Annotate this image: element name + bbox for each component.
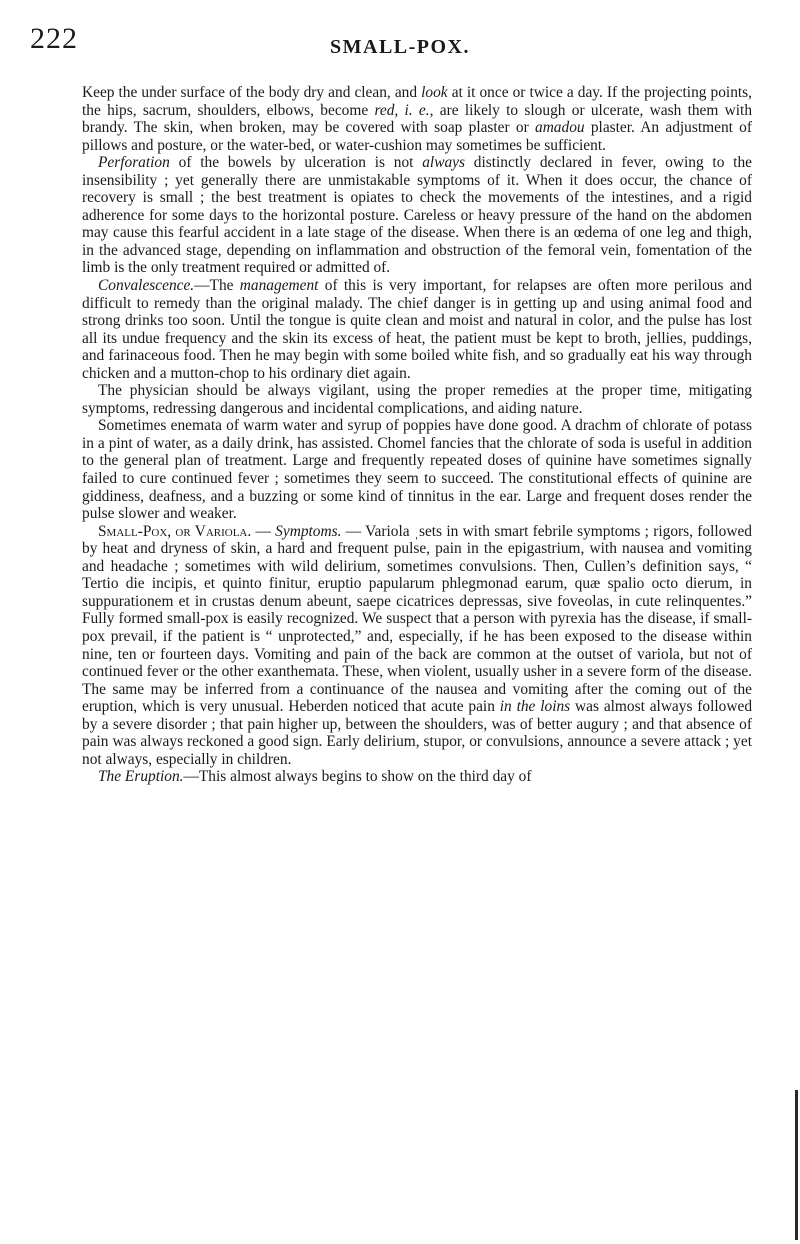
text-run: — Variola ˌsets in with smart febrile symptoms ; rigors, followed by heat and dryness of skin, a hard and frequent pulse, pain in the epigastrium, with nausea and vomiting and headache ; sometimes with wild delirium, sometimes convulsions. Then, Cullen’s definition says, “ Tertio die incipis, et quinto finitur, eruptio papularum phlegmonad earum, quæ spalio octo dierum, in suppurationem et in crustas denum abeunt, saepe cicatrices depressas, sive foveolas, in cute relinquentes.” Fully formed small-pox is easily recognized. We suspect that a person with pyrexia has the disease, if small-pox prevail, if the patient is “ unprotected,” and, especially, if he has been exposed to the disease within nine, ten or fourteen days. Vomiting and pain of the back are common at the outset of variola, but not of continued fever or the other exanthemata. These, when violent, usually usher in a severe form of the disease. The same may be inferred from a continuance of the nausea and vomiting after the coming out of the eruption, which is very unusual. Heberden noticed that acute pain xyxy=(82,522,752,716)
text-run: was almost always followed by a severe disorder ; that pain higher up, between the shoulders, was of better augury ; and that absence of pain was always reckoned a good sign. Early delirium, stupor, or convulsions, announce a severe attack ; yet not always, especially in children. xyxy=(82,698,753,768)
page-number: 222 xyxy=(30,22,78,55)
italic-text-run: The Eruption. xyxy=(98,768,184,786)
text-run: at it once or twice a day. If the projecting points, the hips, sacrum, shoulders, elbows, become xyxy=(82,84,753,119)
small-caps-heading: Small-Pox, or Variola. xyxy=(98,522,252,540)
text-run: — xyxy=(251,522,276,540)
page-header xyxy=(30,22,770,62)
paragraph xyxy=(82,84,752,154)
italic-text-run: Symptoms. xyxy=(275,522,342,540)
italic-text-run: Convalescence. xyxy=(98,277,195,295)
italic-text-run: red, i. e. xyxy=(374,101,430,119)
paragraph xyxy=(82,768,752,786)
text-run: distinctly declared in fever, owing to the insensibility ; yet generally there are unmistakable symptoms of it. When it does occur, the chance of recovery is small ; the best treatment is opiates to check the movements of the intestines, and a rigid adherence for some days to the horizontal posture. Careless or heavy pressure of the hand on the abdomen may cause this fearful accident in a late stage of the disease. When there is an œdema of one leg and thigh, in the advanced stage, depending on inflammation and obstruction of the femoral vein, fomentation of the limb is the only treatment required or admitted of. xyxy=(82,154,752,277)
paragraph xyxy=(82,382,752,417)
italic-text-run: in the loins xyxy=(499,698,571,716)
paragraph xyxy=(82,277,752,382)
text-run: —The xyxy=(194,277,240,295)
text-run: of this is very important, for relapses are often more perilous and difficult to remedy than the original malady. The chief danger is in getting up and using animal food and strong drinks too soon. Until the tongue is quite clean and moist and natural in color, and the pulse has lost all its undue frequency and the skin its excess of heat, the patient must be kept to broth, jellies, puddings, and farinaceous food. Then he may begin with some boiled white fish, and so gradually eat his way through chicken and a mutton-chop to his ordinary diet again. xyxy=(82,277,752,382)
text-run: of the bowels by ulceration is not xyxy=(169,154,423,172)
text-run: plaster. An adjustment of pillows and posture, or the water-bed, or water-cushion may sometimes be sufficient. xyxy=(82,119,752,154)
italic-text-run: always xyxy=(422,154,465,172)
text-run: —This almost always begins to show on the third day of xyxy=(183,768,532,786)
italic-text-run: look xyxy=(421,84,448,101)
paragraph xyxy=(82,523,752,769)
running-head: SMALL-POX. xyxy=(330,36,470,58)
text-run: Keep the under surface of the body dry and clean, and xyxy=(82,84,422,101)
italic-text-run: Perforation xyxy=(98,154,170,172)
body-text xyxy=(82,84,752,786)
italic-text-run: management xyxy=(239,277,319,295)
text-run: The physician should be always vigilant, using the proper remedies at the proper time, mitigating symptoms, redressing dangerous and incidental complications, and aiding nature. xyxy=(82,382,752,417)
paragraph xyxy=(82,154,752,277)
text-run: , are likely to slough or ulcerate, wash them with brandy. The skin, when broken, may be covered with soap plaster or xyxy=(82,101,753,137)
italic-text-run: amadou xyxy=(535,119,585,137)
paragraph xyxy=(82,417,752,522)
text-run: Sometimes enemata of warm water and syrup of poppies have done good. A drachm of chlorate of potass in a pint of water, as a daily drink, has assisted. Chomel fancies that the chlorate of soda is useful in addition to the general plan of treatment. Large and frequently repeated doses of quinine have sometimes signally failed to cure continued fever ; sometimes they seem to succeed. The constitutional effects of quinine are giddiness, deafness, and a buzzing or some kind of tinnitus in the ear. Large and frequent doses render the pulse slower and weaker. xyxy=(82,417,752,523)
scan-edge-mark xyxy=(795,1090,798,1240)
